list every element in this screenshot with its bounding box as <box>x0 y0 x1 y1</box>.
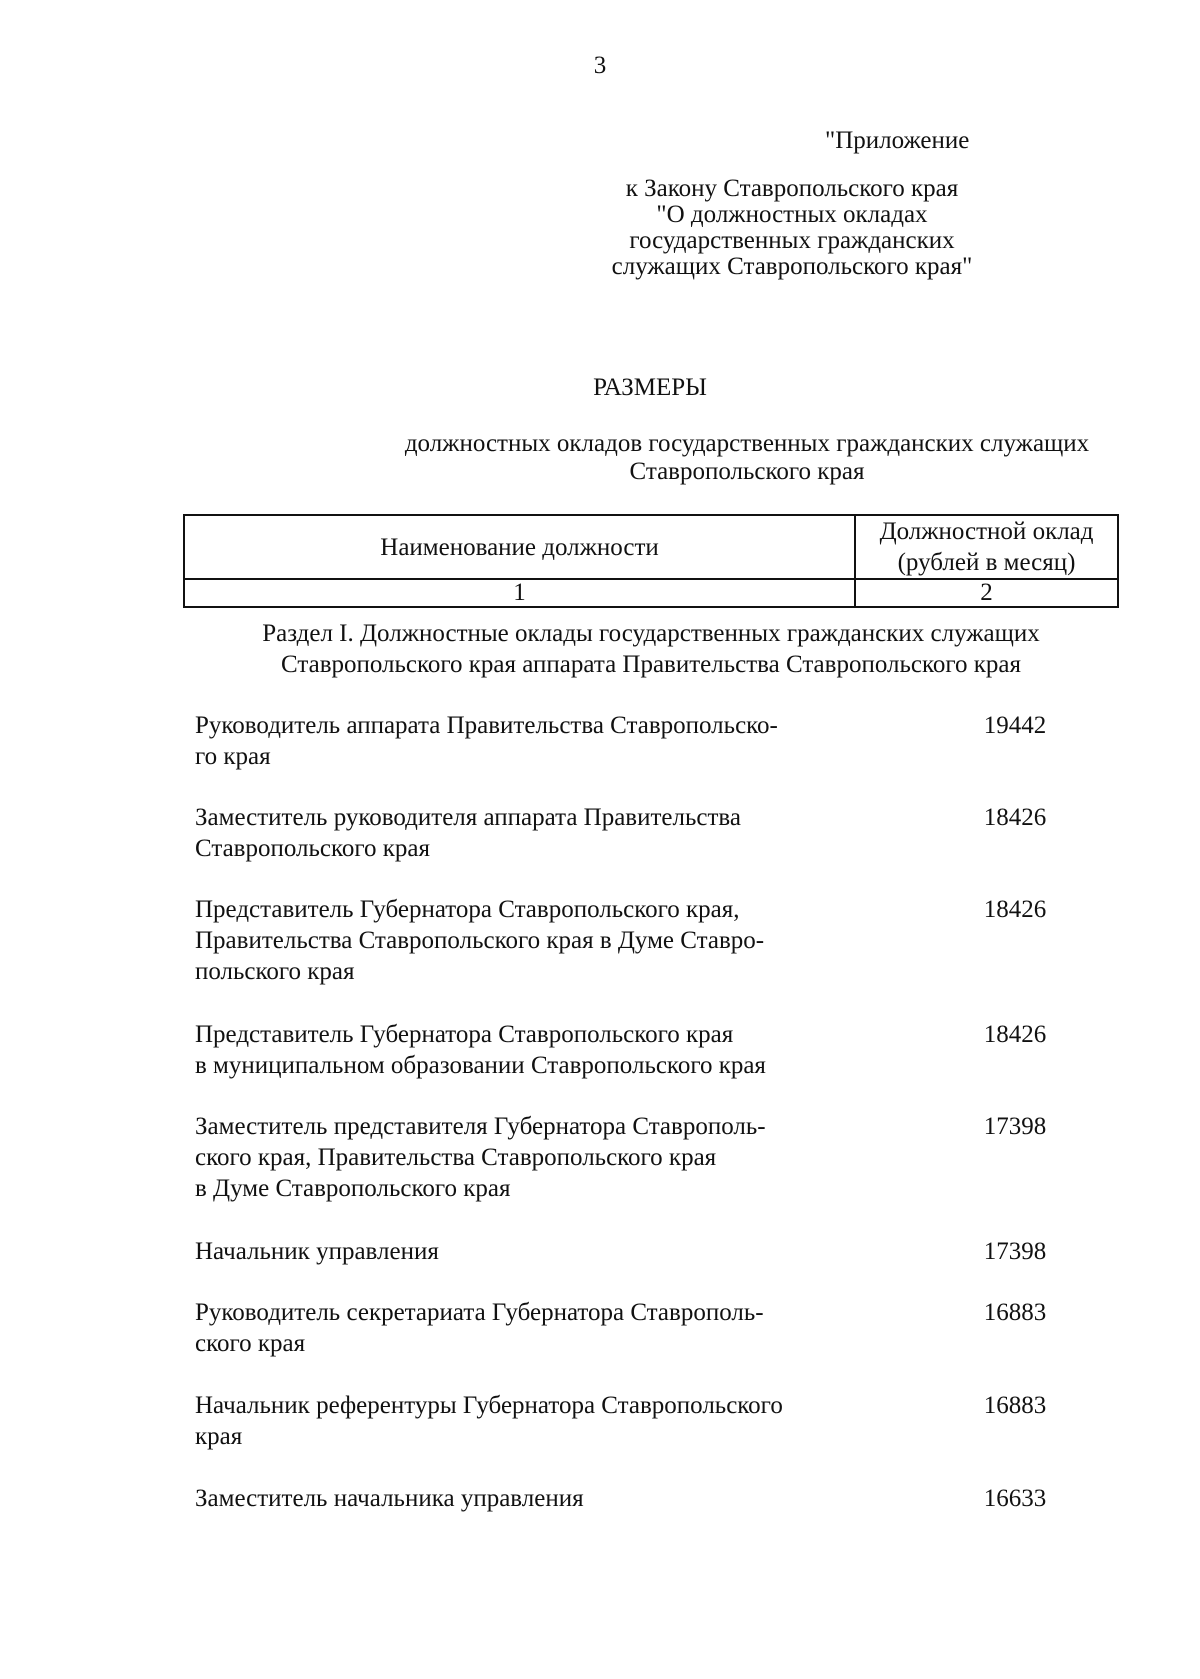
appendix-reference-line: к Закону Ставропольского края <box>625 175 959 202</box>
position-name-line: Руководитель секретариата Губернатора Ставрополь- <box>195 1299 764 1326</box>
document-subtitle <box>182 430 1200 486</box>
column-header-salary <box>855 515 1118 579</box>
position-name-line: Заместитель руководителя аппарата Правительства <box>195 804 741 831</box>
salary-value: 16633 <box>983 1485 1047 1512</box>
position-name-line: польского края <box>195 958 355 985</box>
section-heading-line: Ставропольского края аппарата Правительства Ставропольского края <box>281 651 1021 678</box>
table-row <box>195 1236 1095 1267</box>
position-name-line: го края <box>195 743 271 770</box>
table-row <box>195 1111 1095 1204</box>
position-name-line: Начальник референтуры Губернатора Ставропольского <box>195 1392 783 1419</box>
table-row <box>195 710 1095 772</box>
column-header-position: Наименование должности <box>184 515 855 579</box>
table-row <box>195 894 1095 987</box>
salary-value: 18426 <box>983 804 1047 831</box>
position-name <box>195 802 835 864</box>
position-name <box>195 1483 835 1514</box>
position-name-line: ского края, Правительства Ставропольского края <box>195 1144 717 1171</box>
appendix-reference-line: служащих Ставропольского края" <box>611 253 973 280</box>
position-name-line: ского края <box>195 1330 306 1357</box>
position-name <box>195 1236 835 1267</box>
salary-table-header <box>183 514 1119 608</box>
table-row <box>195 1390 1095 1452</box>
salary-value: 18426 <box>983 1021 1047 1048</box>
appendix-reference <box>492 176 1092 280</box>
position-name <box>195 1111 835 1204</box>
position-name-line: Представитель Губернатора Ставропольского края, <box>195 896 740 923</box>
table-row <box>195 1019 1095 1081</box>
document-subtitle-line: должностных окладов государственных гражданских служащих <box>404 430 1090 457</box>
position-name <box>195 1019 835 1081</box>
position-name-line: Руководитель аппарата Правительства Ставропольско- <box>195 712 778 739</box>
salary-value: 19442 <box>983 712 1047 739</box>
page-number: 3 <box>593 52 607 79</box>
salary-value: 17398 <box>983 1113 1047 1140</box>
position-name-line: в муниципальном образовании Ставропольского края <box>195 1052 766 1079</box>
position-name-line: в Думе Ставропольского края <box>195 1175 511 1202</box>
section-heading-line: Раздел I. Должностные оклады государственных гражданских служащих <box>262 620 1040 647</box>
salary-value: 17398 <box>983 1238 1047 1265</box>
position-name <box>195 894 835 987</box>
position-name <box>195 1390 835 1452</box>
table-row <box>195 1483 1095 1514</box>
appendix-title: "Приложение <box>825 127 970 154</box>
column-header-salary-line: Должностной оклад <box>879 518 1094 545</box>
column-number-1: 1 <box>184 579 855 607</box>
table-row <box>195 802 1095 864</box>
section-heading <box>183 618 1119 680</box>
position-name <box>195 710 835 772</box>
salary-value: 18426 <box>983 896 1047 923</box>
salary-value: 16883 <box>983 1392 1047 1419</box>
appendix-reference-line: государственных гражданских <box>629 227 955 254</box>
position-name-line: Начальник управления <box>195 1238 439 1265</box>
appendix-reference-line: "О должностных окладах <box>656 201 928 228</box>
column-header-salary-line: (рублей в месяц) <box>897 549 1076 576</box>
position-name-line: края <box>195 1423 243 1450</box>
document-subtitle-line: Ставропольского края <box>629 458 865 485</box>
table-row <box>195 1297 1095 1359</box>
position-name-line: Представитель Губернатора Ставропольского края <box>195 1021 734 1048</box>
position-name <box>195 1297 835 1359</box>
position-name-line: Правительства Ставропольского края в Думе Ставро- <box>195 927 765 954</box>
column-number-2: 2 <box>855 579 1118 607</box>
position-name-line: Заместитель представителя Губернатора Ставрополь- <box>195 1113 766 1140</box>
salary-value: 16883 <box>983 1299 1047 1326</box>
position-name-line: Заместитель начальника управления <box>195 1485 584 1512</box>
position-name-line: Ставропольского края <box>195 835 430 862</box>
document-title: РАЗМЕРЫ <box>593 374 707 401</box>
